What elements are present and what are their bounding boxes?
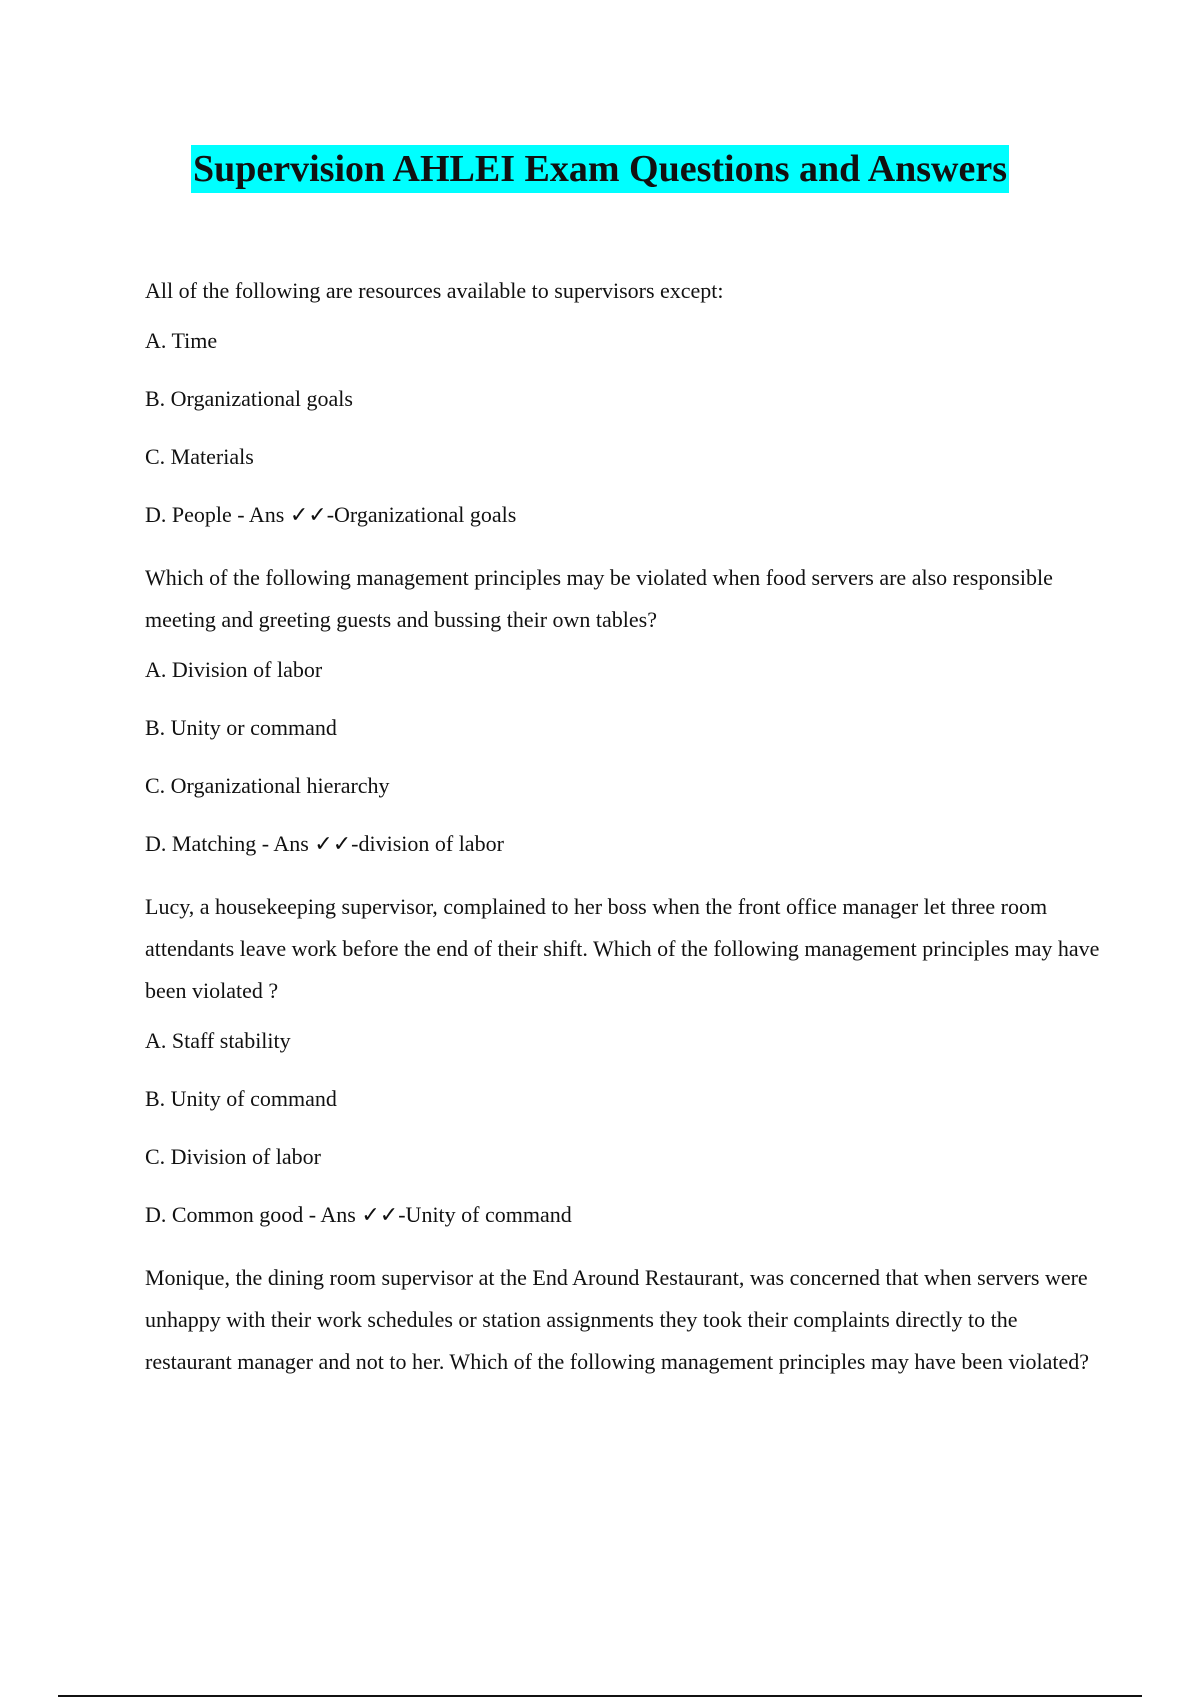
option-b: B. Unity of command: [145, 1086, 337, 1111]
question-3: [145, 886, 1105, 1231]
questions-list: [145, 270, 1105, 1397]
option-b: B. Unity or command: [145, 715, 337, 740]
double-check-icon: ✓✓: [289, 503, 327, 528]
option-d-with-answer: [145, 500, 1105, 531]
question-2: [145, 557, 1105, 860]
title-block: [0, 145, 1200, 193]
answer-text: -Unity of command: [398, 1202, 572, 1227]
question-text: Monique, the dining room supervisor at the End Around Restaurant, was concerned that when servers were unhappy with their work schedules or station assignments they took their complaints directly to the restaurant manager and not to her. Which of the following management principles may have been violated?: [145, 1265, 1090, 1374]
question-4: [145, 1257, 1105, 1383]
double-check-icon: ✓✓: [361, 1203, 399, 1228]
option-c: C. Organizational hierarchy: [145, 773, 390, 798]
question-text: Lucy, a housekeeping supervisor, complained to her boss when the front office manager let three room attendants leave work before the end of their shift. Which of the following management principles may have been violated ?: [145, 894, 1100, 1003]
option-c: C. Division of labor: [145, 1144, 321, 1169]
option-a: A. Time: [145, 328, 218, 353]
option-d-with-answer: [145, 829, 1105, 860]
page-title: Supervision AHLEI Exam Questions and Answers: [191, 145, 1009, 193]
question-text: All of the following are resources available to supervisors except:: [145, 278, 724, 303]
question-text: Which of the following management principles may be violated when food servers are also responsible meeting and greeting guests and bussing their own tables?: [145, 565, 1053, 632]
option-d: D. Common good - Ans: [145, 1202, 362, 1227]
question-1: [145, 270, 1105, 531]
option-d: D. People - Ans: [145, 502, 290, 527]
option-a: A. Division of labor: [145, 657, 323, 682]
answer-text: -Organizational goals: [326, 502, 517, 527]
option-d-with-answer: [145, 1200, 1105, 1231]
footer-divider: [58, 1695, 1142, 1697]
option-b: B. Organizational goals: [145, 386, 353, 411]
option-c: C. Materials: [145, 444, 254, 469]
answer-text: -division of labor: [351, 831, 504, 856]
option-d: D. Matching - Ans: [145, 831, 315, 856]
double-check-icon: ✓✓: [314, 832, 352, 857]
option-a: A. Staff stability: [145, 1028, 291, 1053]
